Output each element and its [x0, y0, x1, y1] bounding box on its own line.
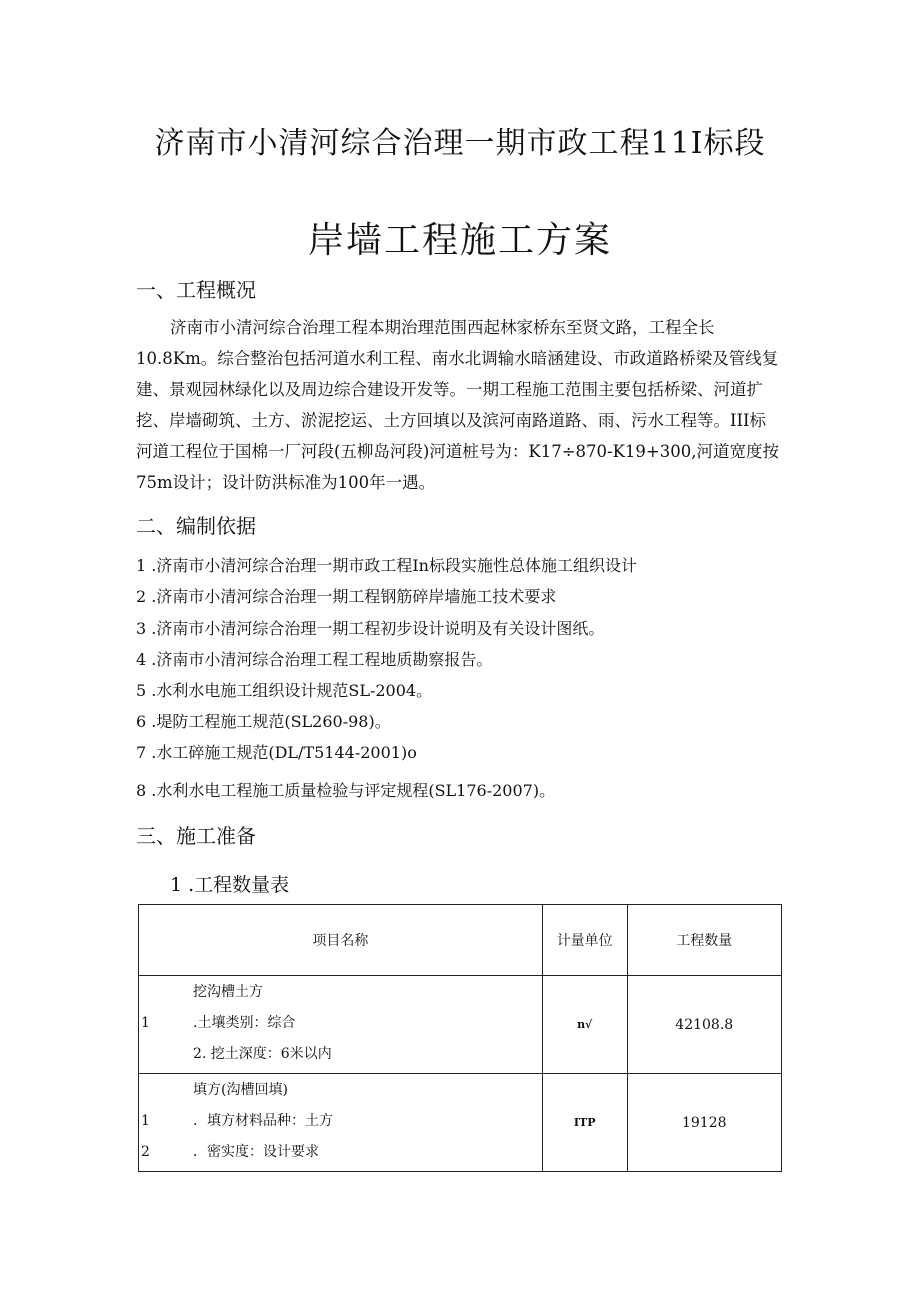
quantity-cell: 42108.8 — [627, 976, 781, 1074]
item-line: 2. 挖土深度：6米以内 — [193, 1046, 332, 1062]
item-line: 1 .土壤类别：综合 — [141, 1015, 296, 1031]
reference-item: 2 .济南市小清河综合治理一期工程钢筋碎岸墙施工技术要求 — [136, 587, 557, 606]
table-caption: 1 .工程数量表 — [170, 874, 290, 896]
item-line: 1 ．填方材料品种：土方 — [141, 1113, 333, 1129]
reference-item: 1 .济南市小清河综合治理一期市政工程In标段实施性总体施工组织设计 — [136, 556, 637, 575]
item-line: 挖沟槽土方 — [193, 984, 263, 1000]
paragraph-line: 建、景观园林绿化以及周边综合建设开发等。一期工程施工范围主要包括桥梁、河道扩 — [136, 380, 763, 399]
paragraph-line: 75m设计；设计防洪标准为100年一遇。 — [136, 473, 436, 492]
reference-item: 4 .济南市小清河综合治理工程工程地质勘察报告。 — [136, 650, 493, 669]
section1-heading: 一、工程概况 — [136, 278, 256, 302]
reference-item: 7 .水工碎施工规范(DL/T5144-2001)o — [136, 743, 417, 762]
document-title-line1: 济南市小清河综合治理一期市政工程11I标段 — [154, 126, 766, 161]
section2-heading: 二、编制依据 — [136, 514, 256, 538]
reference-item: 6 .堤防工程施工规范(SL260-98)。 — [136, 712, 391, 731]
paragraph-line: 济南市小清河综合治理工程本期治理范围西起林家桥东至贤文路，工程全长 — [170, 318, 715, 337]
reference-item: 5 .水利水电施工组织设计规范SL-2004。 — [136, 681, 433, 700]
table-header-row — [139, 905, 782, 976]
paragraph-line: 河道工程位于国棉一厂河段(五柳岛河段)河道桩号为：K17÷870-K19+300,河道宽度按 — [136, 442, 779, 461]
header-unit: 计量单位 — [542, 905, 627, 976]
section1-paragraph — [136, 312, 786, 498]
table-row — [139, 1074, 782, 1172]
table-row — [139, 976, 782, 1074]
paragraph-line: 10.8Km。综合整治包括河道水利工程、南水北调输水暗涵建设、市政道路桥梁及管线复 — [136, 349, 779, 368]
header-quantity: 工程数量 — [627, 905, 781, 976]
document-title-line2: 岸墙工程施工方案 — [307, 220, 612, 261]
unit-cell: ITP — [542, 1074, 627, 1172]
item-name-cell — [139, 976, 543, 1074]
paragraph-line: 挖、岸墙砌筑、土方、淤泥挖运、土方回填以及滨河南路道路、雨、污水工程等。III标 — [136, 411, 767, 430]
quantity-table — [138, 904, 782, 1172]
item-line: 填方(沟槽回填) — [193, 1082, 288, 1098]
item-line: 2 ．密实度：设计要求 — [141, 1144, 319, 1160]
header-item-name: 项目名称 — [139, 905, 543, 976]
reference-item: 8 .水利水电工程施工质量检验与评定规程(SL176-2007)。 — [136, 781, 556, 800]
item-name-cell — [139, 1074, 543, 1172]
quantity-cell: 19128 — [627, 1074, 781, 1172]
reference-item: 3 .济南市小清河综合治理一期工程初步设计说明及有关设计图纸。 — [136, 619, 605, 638]
section3-heading: 三、施工准备 — [136, 824, 256, 848]
unit-cell: n√ — [542, 976, 627, 1074]
